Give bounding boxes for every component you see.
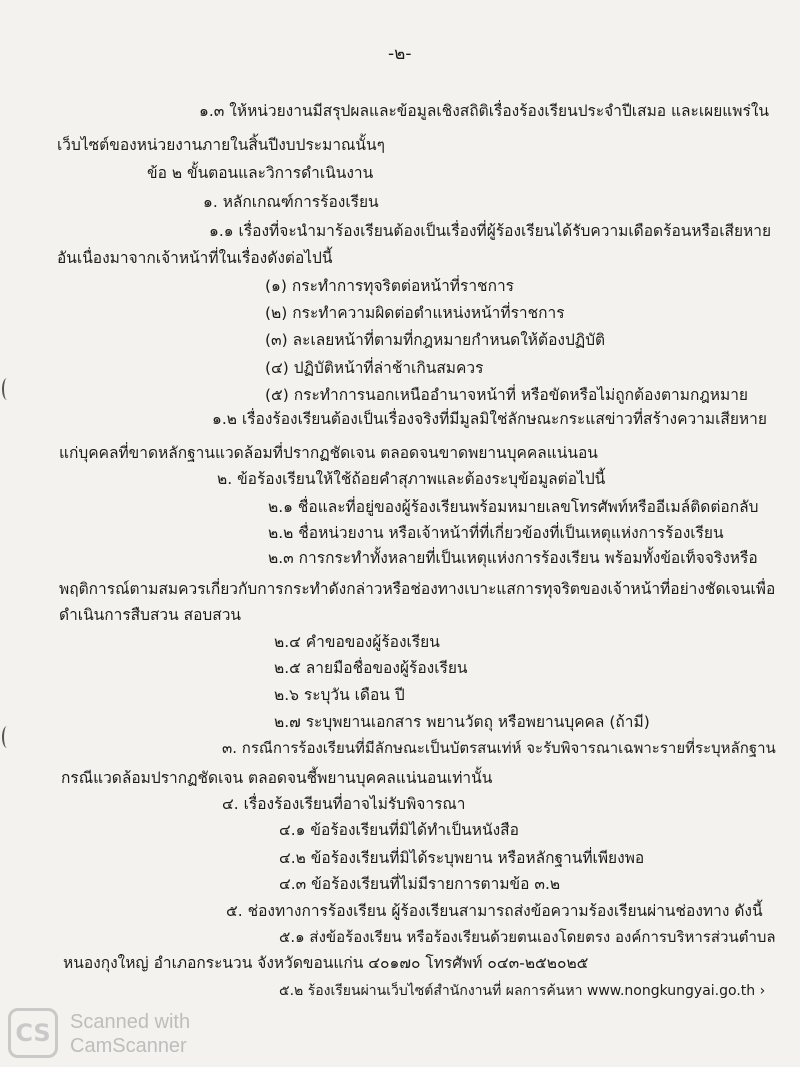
- page-number: -๒-: [388, 44, 412, 64]
- paragraph-line: เว็บไซต์ของหน่วยงานภายในสิ้นปีงบประมาณนั้นๆ: [57, 136, 385, 154]
- paragraph-line: หนองกุงใหญ่ อำเภอกระนวน จังหวัดขอนแก่น ๔๐๑๗๐ โทรศัพท์ ๐๔๓-๒๕๒๐๒๕: [63, 954, 589, 972]
- section-heading: ๔. เรื่องร้องเรียนที่อาจไม่รับพิจารณา: [222, 795, 466, 813]
- scan-edge-mark: [2, 726, 12, 748]
- section-heading: ๓. กรณีการร้องเรียนที่มีลักษณะเป็นบัตรสนเท่ห์ จะรับพิจารณาเฉพาะรายที่ระบุหลักฐาน: [222, 739, 776, 757]
- paragraph-line: ๑.๑ เรื่องที่จะนำมาร้องเรียนต้องเป็นเรื่องที่ผู้ร้องเรียนได้รับความเดือดร้อนหรือเสียหาย: [209, 222, 772, 240]
- list-item: ๕.๒ ร้องเรียนผ่านเว็บไซต์สำนักงานที่ ผลการค้นหา www.nongkungyai.go.th ›: [279, 983, 766, 999]
- paragraph-line: กรณีแวดล้อมปรากฏชัดเจน ตลอดจนชี้พยานบุคคลแน่นอนเท่านั้น: [61, 769, 493, 787]
- watermark-line-1: Scanned with: [70, 1011, 191, 1033]
- list-item: ๒.๑ ชื่อและที่อยู่ของผู้ร้องเรียนพร้อมหมายเลขโทรศัพท์หรืออีเมล์ติดต่อกลับ: [268, 498, 759, 516]
- camscanner-watermark: [8, 1008, 258, 1062]
- list-item: (๔) ปฏิบัติหน้าที่ล่าช้าเกินสมควร: [265, 359, 484, 377]
- paragraph-line: ดำเนินการสืบสวน สอบสวน: [59, 606, 242, 624]
- section-heading: ๒. ข้อร้องเรียนให้ใช้ถ้อยคำสุภาพและต้องระบุข้อมูลต่อไปนี้: [217, 470, 606, 488]
- paragraph-line: ๑.๒ เรื่องร้องเรียนต้องเป็นเรื่องจริงที่มีมูลมิใช่ลักษณะกระแสข่าวที่สร้างความเสียหาย: [212, 410, 767, 428]
- scan-edge-mark: [2, 378, 12, 400]
- paragraph-line: อันเนื่องมาจากเจ้าหน้าที่ในเรื่องดังต่อไปนี้: [57, 249, 333, 267]
- list-item: ๔.๓ ข้อร้องเรียนที่ไม่มีรายการตามข้อ ๓.๒: [279, 875, 561, 893]
- list-item: (๕) กระทำการนอกเหนืออำนาจหน้าที่ หรือขัดหรือไม่ถูกต้องตามกฎหมาย: [265, 386, 748, 404]
- list-item: ๔.๑ ข้อร้องเรียนที่มิได้ทำเป็นหนังสือ: [279, 821, 519, 839]
- watermark-line-2: CamScanner: [70, 1035, 187, 1057]
- section-heading: ข้อ ๒ ขั้นตอนและวิการดำเนินงาน: [147, 164, 374, 182]
- list-item: ๒.๖ ระบุวัน เดือน ปี: [274, 686, 405, 704]
- paragraph-line: พฤติการณ์ตามสมควรเกี่ยวกับการกระทำดังกล่าวหรือช่องทางเบาะแสการทุจริตของเจ้าหน้าที่อย่างชัดเจนเพื่อ: [59, 580, 776, 598]
- list-item: ๒.๔ คำขอของผู้ร้องเรียน: [274, 633, 440, 651]
- list-item: ๒.๒ ชื่อหน่วยงาน หรือเจ้าหน้าที่ที่เกี่ยวข้องที่เป็นเหตุแห่งการร้องเรียน: [268, 524, 724, 542]
- list-item: (๒) กระทำความผิดต่อตำแหน่งหน้าที่ราชการ: [265, 304, 565, 322]
- list-item: ๒.๓ การกระทำทั้งหลายที่เป็นเหตุแห่งการร้องเรียน พร้อมทั้งข้อเท็จจริงหรือ: [268, 549, 758, 567]
- list-item: (๓) ละเลยหน้าที่ตามที่กฎหมายกำหนดให้ต้องปฏิบัติ: [265, 331, 606, 349]
- list-item: ๒.๗ ระบุพยานเอกสาร พยานวัตถุ หรือพยานบุคคล (ถ้ามี): [274, 713, 650, 731]
- watermark-text: [70, 1010, 190, 1058]
- list-item: ๒.๕ ลายมือชื่อของผู้ร้องเรียน: [274, 659, 468, 677]
- section-heading: ๑. หลักเกณฑ์การร้องเรียน: [203, 193, 379, 211]
- list-item: ๕.๑ ส่งข้อร้องเรียน หรือร้องเรียนด้วยตนเองโดยตรง องค์การบริหารส่วนตำบล: [279, 928, 776, 946]
- paragraph-line: แก่บุคคลที่ขาดหลักฐานแวดล้อมที่ปรากฏชัดเจน ตลอดจนขาดพยานบุคคลแน่นอน: [59, 444, 598, 462]
- list-item: ๔.๒ ข้อร้องเรียนที่มิได้ระบุพยาน หรือหลักฐานที่เพียงพอ: [279, 849, 645, 867]
- camscanner-logo-icon: CS: [8, 1008, 58, 1058]
- section-heading: ๕. ช่องทางการร้องเรียน ผู้ร้องเรียนสามารถส่งข้อความร้องเรียนผ่านช่องทาง ดังนี้: [226, 902, 763, 920]
- list-item: (๑) กระทำการทุจริตต่อหน้าที่ราชการ: [265, 277, 514, 295]
- paragraph-line: ๑.๓ ให้หน่วยงานมีสรุปผลและข้อมูลเชิงสถิติเรื่องร้องเรียนประจำปีเสมอ และเผยแพร่ใน: [199, 102, 769, 120]
